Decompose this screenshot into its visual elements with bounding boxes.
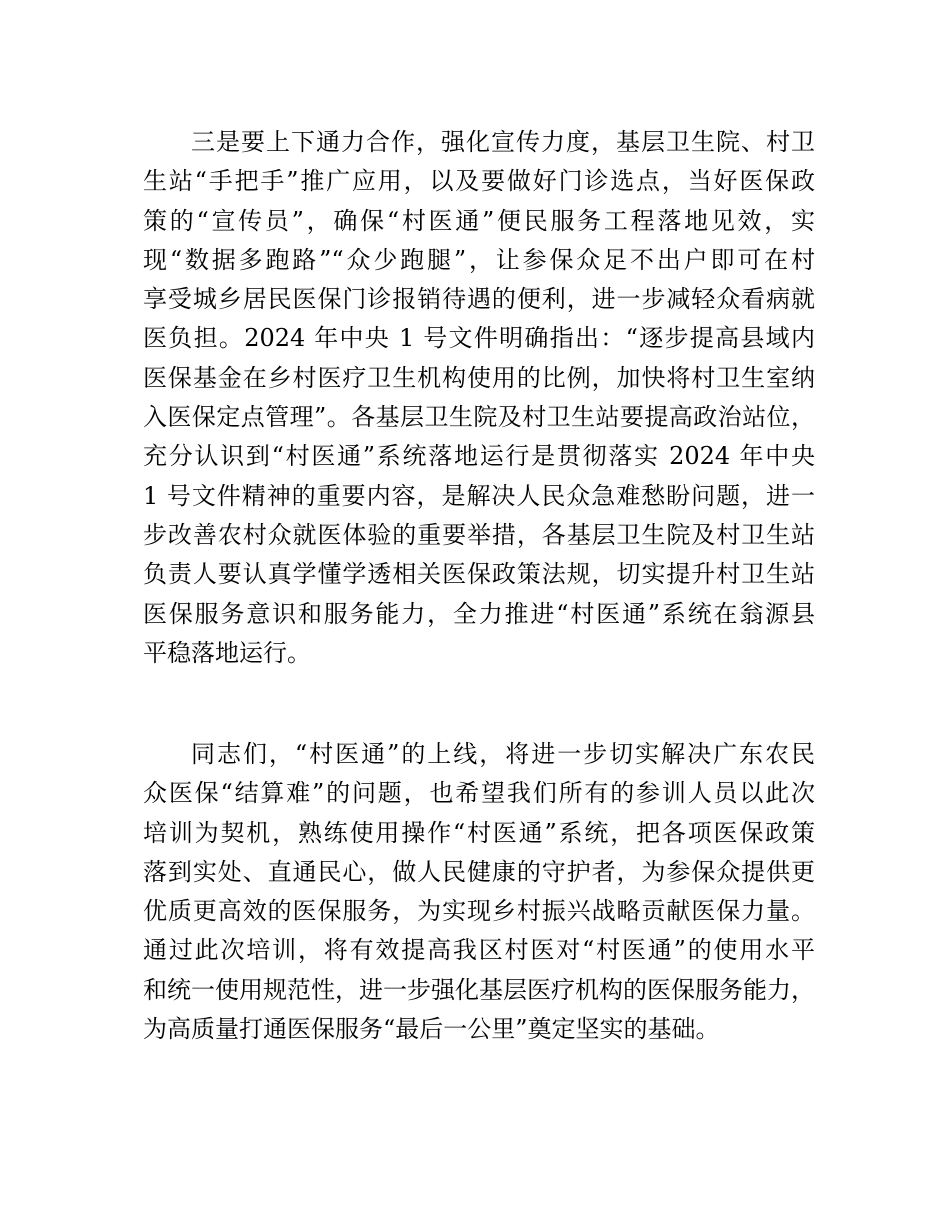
paragraph-2 — [143, 735, 815, 1049]
paragraph-line: 和统一使用规范性，进一步强化基层医疗机构的医保服务能力， — [143, 975, 815, 1004]
paragraph-line: 策的“宣传员”，确保“村医通”便民服务工程落地见效，实 — [143, 206, 815, 235]
paragraph-line: 1 号文件精神的重要内容，是解决人民众急难愁盼问题，进一 — [143, 481, 815, 510]
paragraph-line: 步改善农村众就医体验的重要举措，各基层卫生院及村卫生站 — [143, 520, 815, 549]
paragraph-line: 充分认识到“村医通”系统落地运行是贯彻落实 2024 年中央 — [143, 442, 815, 471]
paragraph-line: 享受城乡居民医保门诊报销待遇的便利，进一步减轻众看病就 — [143, 285, 815, 314]
paragraph-line: 优质更高效的医保服务，为实现乡村振兴战略贡献医保力量。 — [143, 897, 815, 926]
paragraph-line: 同志们，“村医通”的上线，将进一步切实解决广东农民 — [191, 740, 815, 768]
paragraph-line: 培训为契机，熟练使用操作“村医通”系统，把各项医保政策 — [143, 818, 815, 847]
paragraph-line: 为高质量打通医保服务“最后一公里”奠定坚实的基础。 — [143, 1015, 720, 1044]
paragraph-1 — [143, 123, 815, 673]
paragraph-line: 入医保定点管理”。各基层卫生院及村卫生站要提高政治站位， — [143, 403, 815, 432]
paragraph-line: 三是要上下通力合作，强化宣传力度，基层卫生院、村卫 — [191, 128, 815, 156]
paragraph-line: 负责人要认真学懂学透相关医保政策法规，切实提升村卫生站 — [143, 560, 815, 589]
paragraph-line: 医保服务意识和服务能力，全力推进“村医通”系统在翁源县 — [143, 599, 815, 628]
paragraph-line: 生站“手把手”推广应用，以及要做好门诊选点，当好医保政 — [143, 167, 815, 196]
paragraph-line: 医保基金在乡村医疗卫生机构使用的比例，加快将村卫生室纳 — [143, 363, 815, 392]
paragraph-line: 众医保“结算难”的问题，也希望我们所有的参训人员以此次 — [143, 779, 815, 808]
paragraph-line: 平稳落地运行。 — [143, 638, 311, 667]
paragraph-line: 通过此次培训，将有效提高我区村医对“村医通”的使用水平 — [143, 936, 815, 965]
paragraph-line: 医负担。2024 年中央 1 号文件明确指出：“逐步提高县域内 — [143, 324, 815, 353]
paragraph-line: 现“数据多跑路”“众少跑腿”，让参保众足不出户即可在村 — [143, 245, 815, 274]
paragraph-line: 落到实处、直通民心，做人民健康的守护者，为参保众提供更 — [143, 857, 815, 886]
